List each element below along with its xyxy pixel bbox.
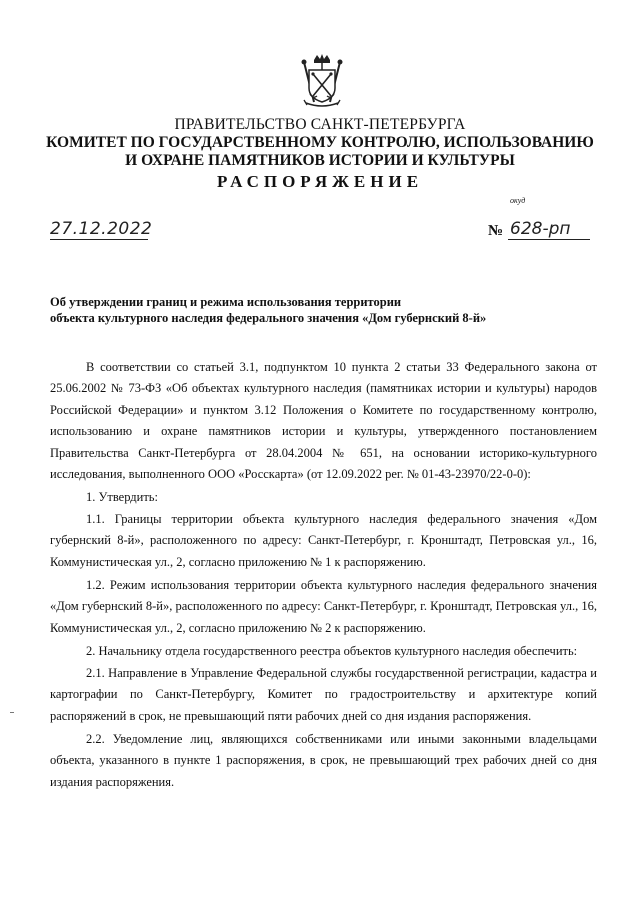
paragraph-intro: В соответствии со статьей 3.1, подпунктом 10 пункта 2 статьи 33 Федерального закона от 25.06.2002 № 73-ФЗ «Об объектах культурного наследия (памятниках истории и культуры) народов Российской Федерации» и пунктом 3.12 Положения о Комитете по государственному контролю, использованию и охране памятников истории и культуры, утвержденного постановлением Правительства Санкт-Петербурга от 28.04.2004 № 651, на основании историко-культурного исследования, выполненного ООО «Росскарта» (от 12.09.2022 рег. № 01-43-23970/22-0-0):: [50, 360, 597, 482]
committee-heading-line1: КОМИТЕТ ПО ГОСУДАРСТВЕННОМУ КОНТРОЛЮ, ИСПОЛЬЗОВАНИЮ: [46, 134, 594, 151]
paragraph-1: 1. Утвердить:: [86, 490, 158, 505]
paragraph-2-2: 2.2. Уведомление лиц, являющихся собственниками или иными законными владельцами объекта, указанного в пункте 1 распоряжения, в срок, не превышающий трех рабочих дней со дня издания распоряжения.: [50, 731, 597, 789]
saint-petersburg-coat-of-arms-icon: [298, 52, 346, 110]
margin-mark: [10, 712, 14, 713]
document-type-title: РАСПОРЯЖЕНИЕ: [216, 172, 424, 191]
number-sign: №: [488, 223, 504, 239]
subject-line2: объекта культурного наследия федерального значения «Дом губернский 8-й»: [50, 311, 487, 325]
document-body: [50, 357, 597, 795]
paragraph-1-1: 1.1. Границы территории объекта культурного наследия федерального значения «Дом губернский 8-й», расположенного по адресу: Санкт-Петербург, г. Кронштадт, Петровская ул., 16, Коммунистическая ул., 2, согласно приложению № 1 к распоряжению.: [50, 511, 597, 569]
paragraph-2-1: 2.1. Направление в Управление Федеральной службы государственной регистрации, кадастра и картографии по Санкт-Петербургу, Комитет по градостроительству и архитектуре копий распоряжений в срок, не превышающий пяти рабочих дней со дня издания распоряжения.: [50, 665, 597, 723]
document-date: 27.12.2022: [50, 219, 153, 239]
government-heading: ПРАВИТЕЛЬСТВО САНКТ-ПЕТЕРБУРГА: [174, 116, 466, 133]
document-subject: [50, 294, 570, 326]
paragraph-2: 2. Начальнику отдела государственного реестра объектов культурного наследия обеспечить:: [86, 644, 578, 659]
subject-line1: Об утверждении границ и режима использования территории: [50, 295, 402, 309]
committee-heading: [0, 134, 640, 170]
paragraph-1-2: 1.2. Режим использования территории объекта культурного наследия федерального значения «Дом губернский 8-й», расположенного по адресу: Санкт-Петербург, г. Кронштадт, Петровская ул., 16, Коммунистическая ул., 2, согласно приложению № 2 к распоряжению.: [50, 578, 597, 635]
document-number-block: [488, 219, 588, 241]
document-number: 628-рп: [508, 219, 590, 240]
committee-heading-line2: И ОХРАНЕ ПАМЯТНИКОВ ИСТОРИИ И КУЛЬТУРЫ: [125, 152, 515, 169]
okud-label: окуд: [510, 196, 526, 205]
